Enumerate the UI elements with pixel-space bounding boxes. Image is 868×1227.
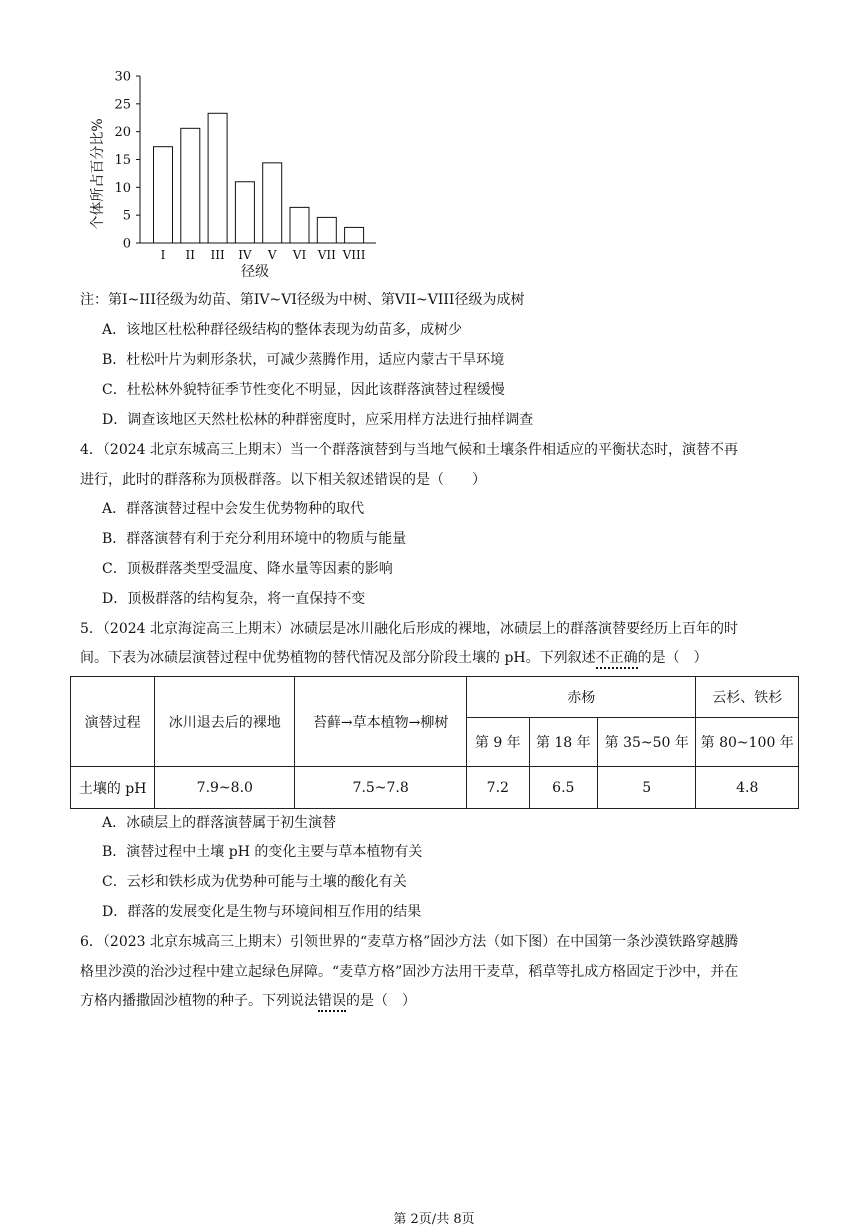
q3-option-b: B．杜松叶片为刺形条状，可减少蒸腾作用，适应内蒙古干旱环境 — [102, 352, 505, 368]
bar-iii — [208, 113, 227, 243]
q5-option-b: B．演替过程中土壤 pH 的变化主要与草本植物有关 — [102, 844, 423, 860]
table-row-label: 土壤的 pH — [71, 767, 155, 809]
x-tick-label: V — [267, 248, 277, 262]
x-tick-label: VII — [317, 248, 336, 262]
q5-stem-line-1: 5．（2024 北京海淀高三上期末）冰碛层是冰川融化后形成的裸地，冰碛层上的群落演替要经历上百年的时 — [80, 621, 738, 637]
q6-emphasis: 错误 — [318, 993, 346, 1012]
q4-option-d: D．顶极群落的结构复杂，将一直保持不变 — [102, 591, 366, 607]
q5-stem-end: 的是（ ） — [637, 650, 708, 666]
table-cell: 7.5~7.8 — [295, 767, 467, 809]
q6-stem-text: 方格内播撒固沙植物的种子。下列说法 — [80, 993, 318, 1009]
y-tick-label: 0 — [122, 236, 131, 252]
y-tick-label: 25 — [114, 97, 131, 113]
bar-vi — [290, 207, 309, 243]
bar-v — [263, 163, 282, 243]
x-axis-label: 径级 — [241, 264, 269, 280]
page-footer: 第 2页/共 8页 — [393, 1212, 475, 1227]
y-tick-label: 15 — [114, 153, 131, 168]
q5-option-c: C．云杉和铁杉成为优势种可能与土壤的酸化有关 — [102, 874, 407, 890]
y-tick-label: 5 — [122, 208, 131, 224]
x-tick-label: VI — [292, 248, 307, 262]
diameter-class-bar-chart — [80, 64, 380, 284]
table-header-moss-stage: 苔藓→草本植物→柳树 — [295, 677, 467, 767]
table-subheader-year18: 第 18 年 — [529, 718, 597, 767]
table-header-alder: 赤杨 — [467, 677, 696, 718]
y-axis-label: 个体所占百分比% — [90, 118, 106, 230]
table-subheader-year9: 第 9 年 — [467, 718, 530, 767]
table-cell: 7.9~8.0 — [155, 767, 295, 809]
y-tick-label: 30 — [114, 69, 131, 85]
x-tick-label: II — [185, 248, 196, 262]
soil-ph-table — [70, 676, 799, 809]
q5-option-d: D．群落的发展变化是生物与环境间相互作用的结果 — [102, 904, 422, 920]
y-axis-title — [89, 118, 106, 229]
table-header-process: 演替过程 — [71, 677, 155, 767]
table-header-spruce: 云杉、铁杉 — [696, 677, 799, 718]
table-cell: 6.5 — [529, 767, 597, 809]
q6-stem-line-1: 6．（2023 北京东城高三上期末）引领世界的“麦草方格”固沙方法（如下图）在中国第一条沙漠铁路穿越腾 — [80, 934, 739, 950]
x-tick-label: VIII — [342, 248, 366, 262]
x-tick-label: IV — [238, 248, 252, 262]
table-cell: 5 — [598, 767, 696, 809]
bar-viii — [345, 227, 364, 243]
table-subheader-year35-50: 第 35~50 年 — [598, 718, 696, 767]
bar-vii — [317, 217, 336, 243]
table-cell: 4.8 — [696, 767, 799, 809]
table-header-bare-land: 冰川退去后的裸地 — [155, 677, 295, 767]
bar-ii — [181, 128, 200, 243]
q5-emphasis: 不正确 — [596, 650, 638, 669]
y-tick-label: 10 — [114, 180, 131, 196]
bar-i — [154, 147, 173, 243]
y-tick-label: 20 — [114, 125, 131, 141]
q6-stem-line-2: 格里沙漠的治沙过程中建立起绿色屏障。“麦草方格”固沙方法用干麦草，稻草等扎成方格固定于沙中，并在 — [80, 964, 739, 980]
q6-stem-line-3 — [80, 990, 416, 1010]
q5-stem-line-2 — [80, 647, 708, 667]
bar-iv — [235, 182, 254, 243]
q4-stem-line-2: 进行，此时的群落称为顶极群落。以下相关叙述错误的是（ ） — [80, 472, 486, 488]
q4-option-a: A．群落演替过程中会发生优势物种的取代 — [102, 501, 365, 517]
x-tick-label: I — [160, 248, 166, 262]
q6-stem-end: 的是（ ） — [346, 993, 416, 1009]
q4-option-c: C．顶极群落类型受温度、降水量等因素的影响 — [102, 561, 393, 577]
table-cell: 7.2 — [467, 767, 530, 809]
q5-stem-text: 间。下表为冰碛层演替过程中优势植物的替代情况及部分阶段土壤的 pH。下列叙述 — [80, 650, 596, 666]
q5-option-a: A．冰碛层上的群落演替属于初生演替 — [102, 815, 337, 831]
q4-option-b: B．群落演替有利于充分利用环境中的物质与能量 — [102, 531, 407, 547]
x-tick-label: III — [210, 248, 225, 262]
chart-note: 注：第I~III径级为幼苗、第IV~VI径级为中树、第VII~VIII径级为成树 — [80, 292, 525, 308]
q3-option-a: A．该地区杜松种群径级结构的整体表现为幼苗多，成树少 — [102, 322, 463, 338]
q3-option-c: C．杜松林外貌特征季节性变化不明显，因此该群落演替过程缓慢 — [102, 382, 505, 398]
q3-option-d: D．调查该地区天然杜松林的种群密度时，应采用样方法进行抽样调查 — [102, 412, 534, 428]
table-subheader-year80-100: 第 80~100 年 — [696, 718, 799, 767]
q4-stem-line-1: 4．（2024 北京东城高三上期末）当一个群落演替到与当地气候和土壤条件相适应的平衡状态时，演替不再 — [80, 442, 738, 458]
